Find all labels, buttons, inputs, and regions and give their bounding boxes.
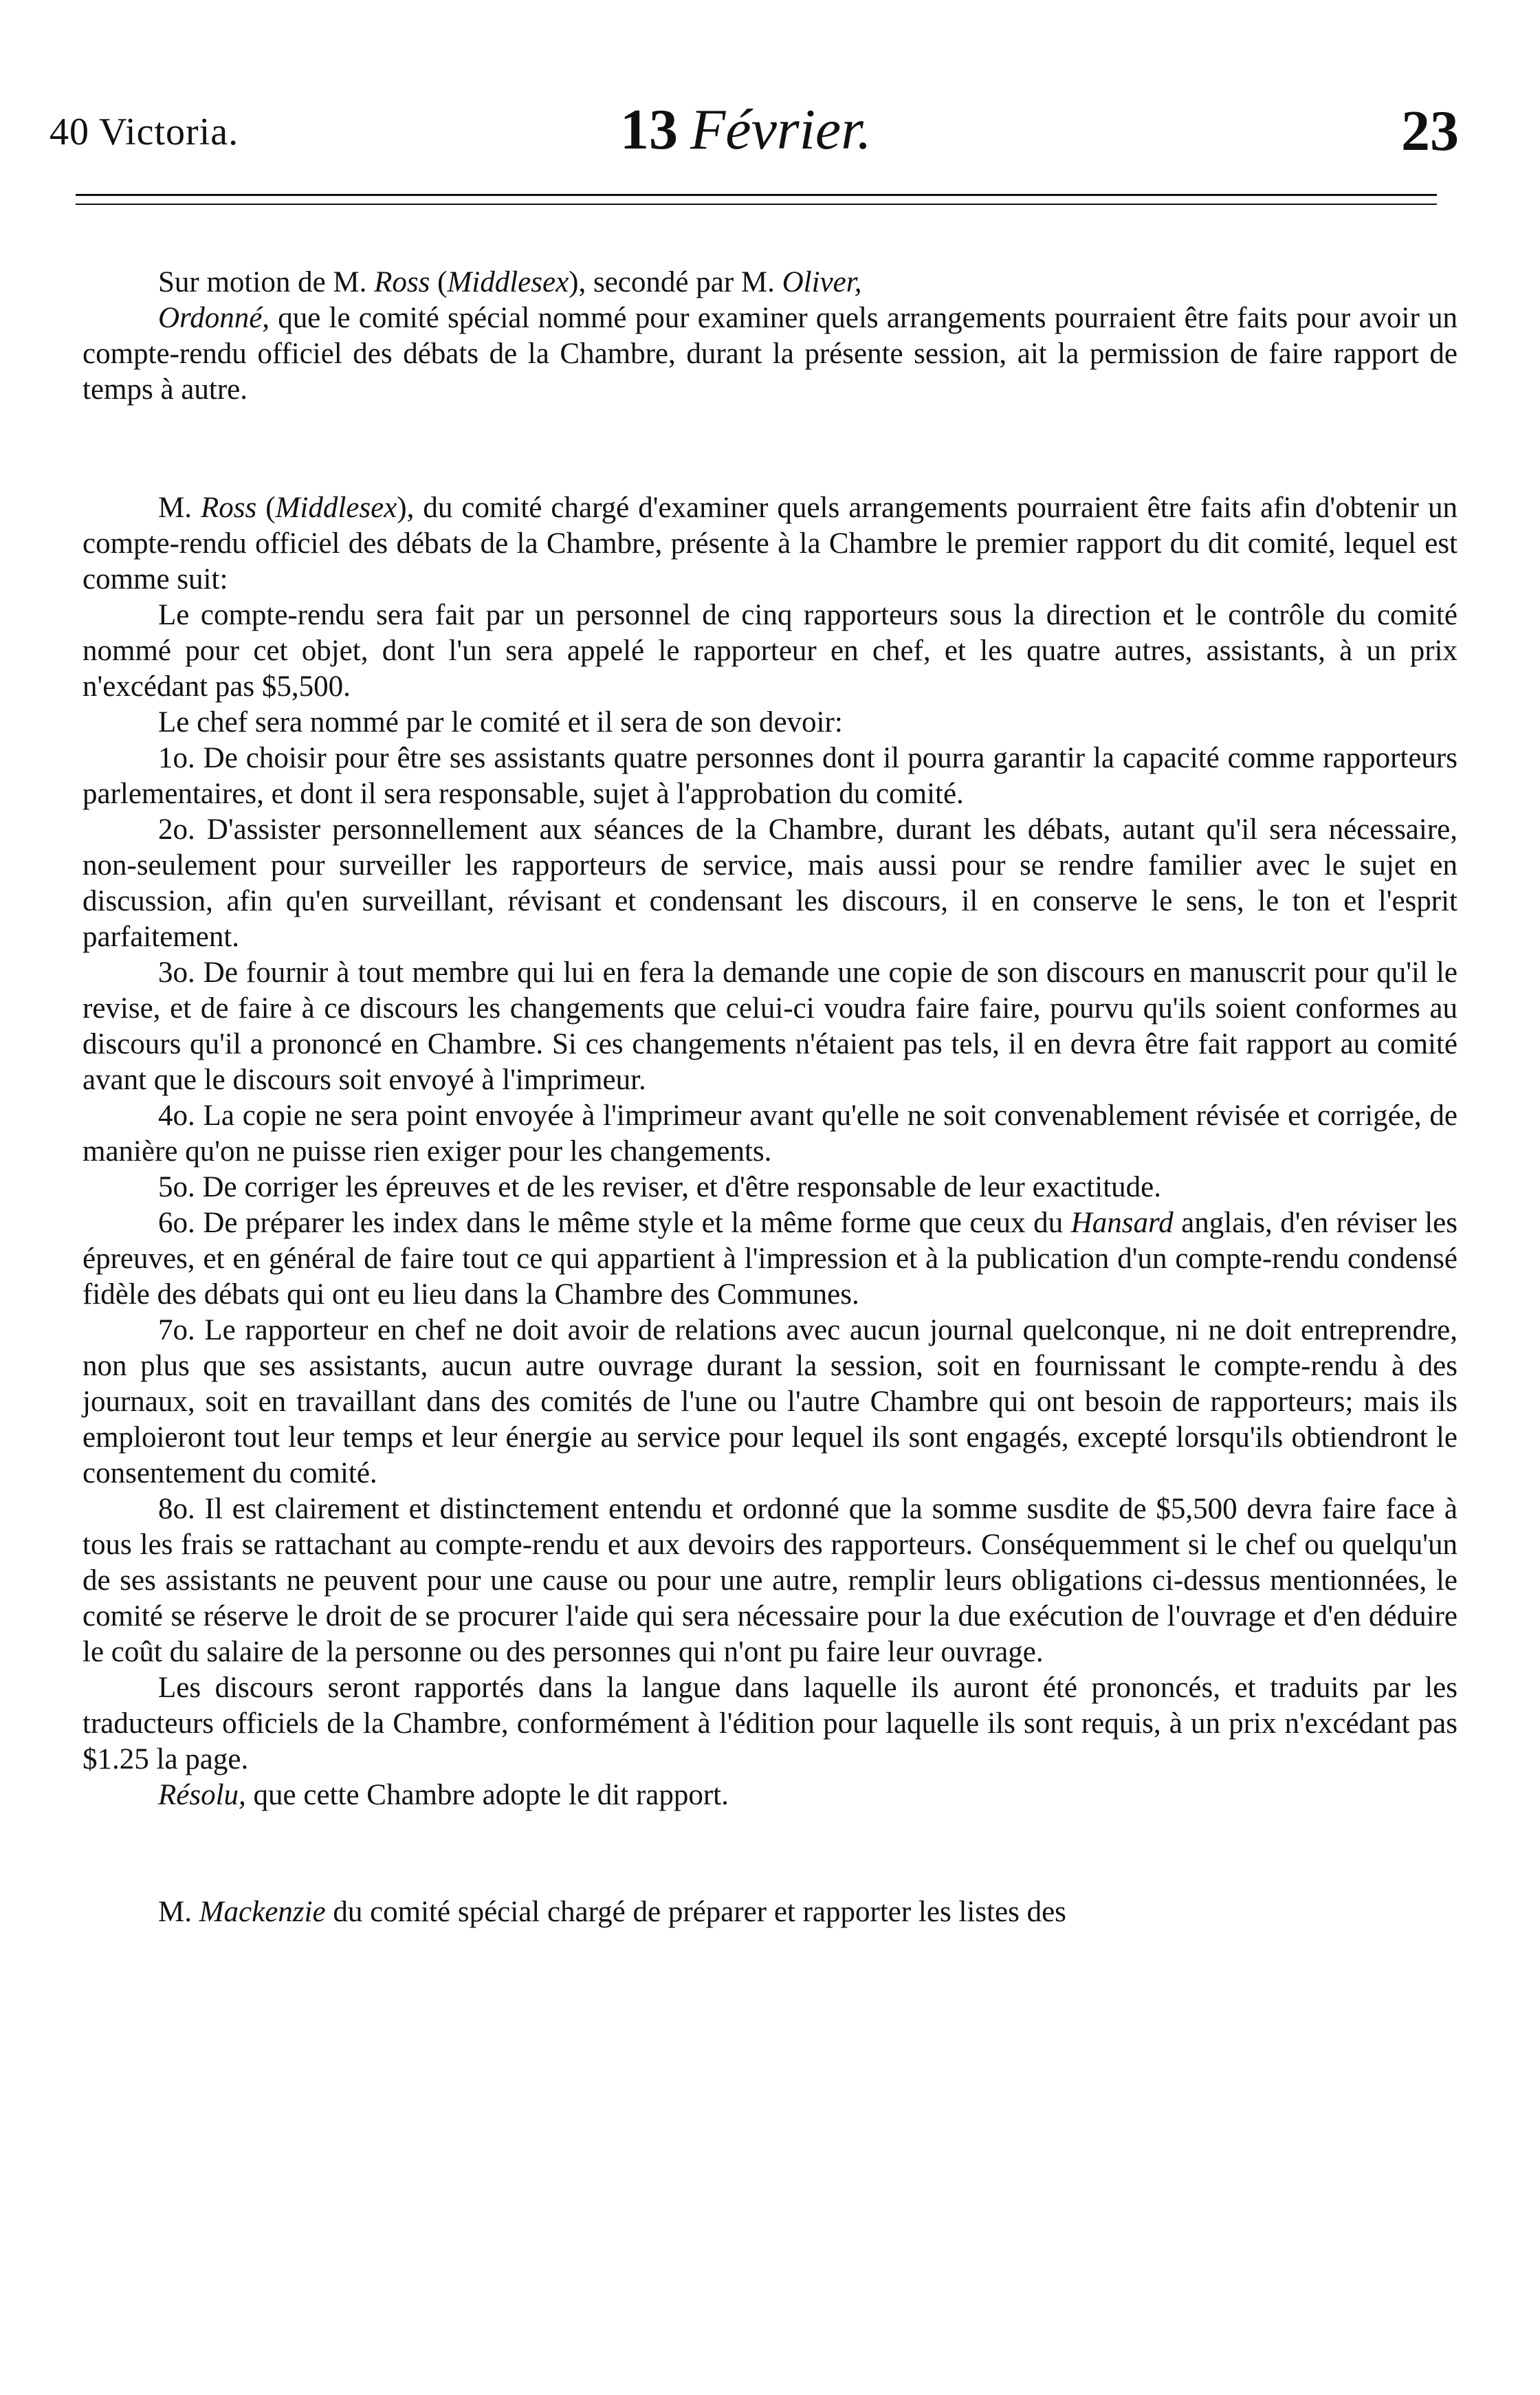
- report-text: M.: [158, 1896, 199, 1928]
- header-month: Février.: [690, 98, 872, 162]
- motion-text: Sur motion de M.: [158, 266, 375, 298]
- motion-text: (: [430, 266, 448, 298]
- motion-text: ), secondé par M.: [569, 266, 782, 298]
- header-day: 13: [620, 98, 678, 162]
- riding-name: Middlesex: [447, 266, 569, 298]
- member-name: Ross: [201, 492, 257, 524]
- member-name: Ross: [374, 266, 430, 298]
- order-paragraph: [82, 300, 1458, 408]
- report-intro: [82, 490, 1458, 598]
- duty-item-4: 4o. La copie ne sera point envoyée à l'imprimeur avant qu'elle ne soit convenablement révisée et corrigée, de manière qu'on ne puisse rien exiger pour les changements.: [82, 1100, 1458, 1168]
- duty-item-5: 5o. De corriger les épreuves et de les reviser, et d'être responsable de leur exactitude.: [158, 1171, 1162, 1203]
- hansard-title: Hansard: [1070, 1207, 1174, 1239]
- report-text: du comité spécial chargé de préparer et rapporter les listes des: [325, 1896, 1066, 1928]
- duty-item-6: [82, 1205, 1458, 1313]
- report-paragraph: Le compte-rendu sera fait par un personnel de cinq rapporteurs sous la direction et le contrôle du comité nommé pour cet objet, dont l'un sera appelé le rapporteur en chef, et les quatre autres, assistants, à un prix n'excédant pas $5,500.: [82, 599, 1458, 703]
- header-rule-bottom: [76, 204, 1437, 205]
- report-intro: [82, 1894, 1458, 1930]
- report-text: ), du comité chargé d'examiner quels arrangements pourraient être faits afin d'obtenir un compte-rendu officiel des débats de la Chambre, présente à la Chambre le premier rapport du dit comité, lequel est comme suit:: [82, 492, 1458, 595]
- duty-item-3: 3o. De fournir à tout membre qui lui en fera la demande une copie de son discours en manuscrit pour qu'il le revise, et de faire à ce discours les changements que celui-ci voudra faire faire, pourvu qu'ils soient conformes au discours qu'il a prononcé en Chambre. Si ces changements n'étaient pas tels, il en devra être fait rapport au comité avant que le discours soit envoyé à l'imprimeur.: [82, 956, 1458, 1096]
- duty-item-1: 1o. De choisir pour être ses assistants quatre personnes dont il pourra garantir la capacité comme rapporteurs parlementaires, et dont il sera responsable, sujet à l'approbation du comité.: [82, 742, 1458, 810]
- resolution-lead: Résolu,: [158, 1779, 246, 1811]
- report-paragraph: Le chef sera nommé par le comité et il sera de son devoir:: [158, 706, 843, 739]
- volume-label: 40 Victoria.: [50, 111, 239, 153]
- body-text: [82, 265, 1458, 1930]
- duty-text: 6o. De préparer les index dans le même style et la même forme que ceux du: [158, 1207, 1071, 1239]
- duty-item-8: 8o. Il est clairement et distinctement entendu et ordonné que la somme susdite de $5,500 devra faire face à tous les frais se rattachant au compte-rendu et aux devoirs des rapporteurs. Conséquemment si le chef ou quelqu'un de ses assistants ne peuvent pour une cause ou pour une autre, remplir leurs obligations ci-dessus mentionnées, le comité se réserve le droit de se procurer l'aide qui sera nécessaire pour la due exécution de l'ouvrage et d'en déduire le coût du salaire de la personne ou des personnes qui n'ont pu faire leur ouvrage.: [82, 1493, 1458, 1668]
- running-header: [50, 89, 1459, 165]
- duty-item-2: 2o. D'assister personnellement aux séances de la Chambre, durant les débats, autant qu'il sera nécessaire, non-seulement pour surveiller les rapporteurs de service, mais aussi pour se rendre familier avec le sujet en discussion, afin qu'en surveillant, révisant et condensant les discours, il en conserve le sens, le ton et l'esprit parfaitement.: [82, 813, 1458, 953]
- duty-item-7: 7o. Le rapporteur en chef ne doit avoir de relations avec aucun journal quelconque, ni ne doit entreprendre, non plus que ses assistants, aucun autre ouvrage durant la session, soit en fournissant le compte-rendu à des journaux, soit en travaillant dans des comités de l'une ou l'autre Chambre qui ont besoin de rapporteurs; mais ils emploieront tout leur temps et leur énergie au service pour lequel ils sont engagés, excepté lorsqu'ils obtiendront le consentement du comité.: [82, 1314, 1458, 1489]
- page-number: 23: [1401, 99, 1459, 163]
- report-text: (: [256, 492, 276, 524]
- riding-name: Middlesex: [275, 492, 397, 524]
- resolution-text: que cette Chambre adopte le dit rapport.: [245, 1779, 729, 1811]
- entry-separator: [82, 1813, 1458, 1894]
- entry-separator: [82, 408, 1458, 490]
- speeches-paragraph: Les discours seront rapportés dans la langue dans laquelle ils auront été prononcés, et traduits par les traducteurs officiels de la Chambre, conformément à l'édition pour laquelle ils sont requis, à un prix n'excédant pas $1.25 la page.: [82, 1672, 1458, 1775]
- member-name: Mackenzie: [199, 1896, 326, 1928]
- header-rule-top: [76, 194, 1437, 196]
- report-text: M.: [158, 492, 201, 524]
- order-lead: Ordonné,: [158, 302, 270, 334]
- duty-text: anglais, d'en réviser les épreuves, et en général de faire tout ce qui appartient à l'impression et à la publication d'un compte-rendu condensé fidèle des débats qui ont eu lieu dans la Chambre des Communes.: [82, 1207, 1458, 1311]
- order-text: que le comité spécial nommé pour examiner quels arrangements pourraient être faits pour avoir un compte-rendu officiel des débats de la Chambre, durant la présente session, ait la permission de faire rapport de temps à autre.: [82, 302, 1458, 406]
- header-date: [620, 96, 872, 163]
- motion-paragraph: [82, 265, 1458, 300]
- seconder-name: Oliver,: [782, 266, 862, 298]
- resolution-paragraph: [82, 1778, 1458, 1813]
